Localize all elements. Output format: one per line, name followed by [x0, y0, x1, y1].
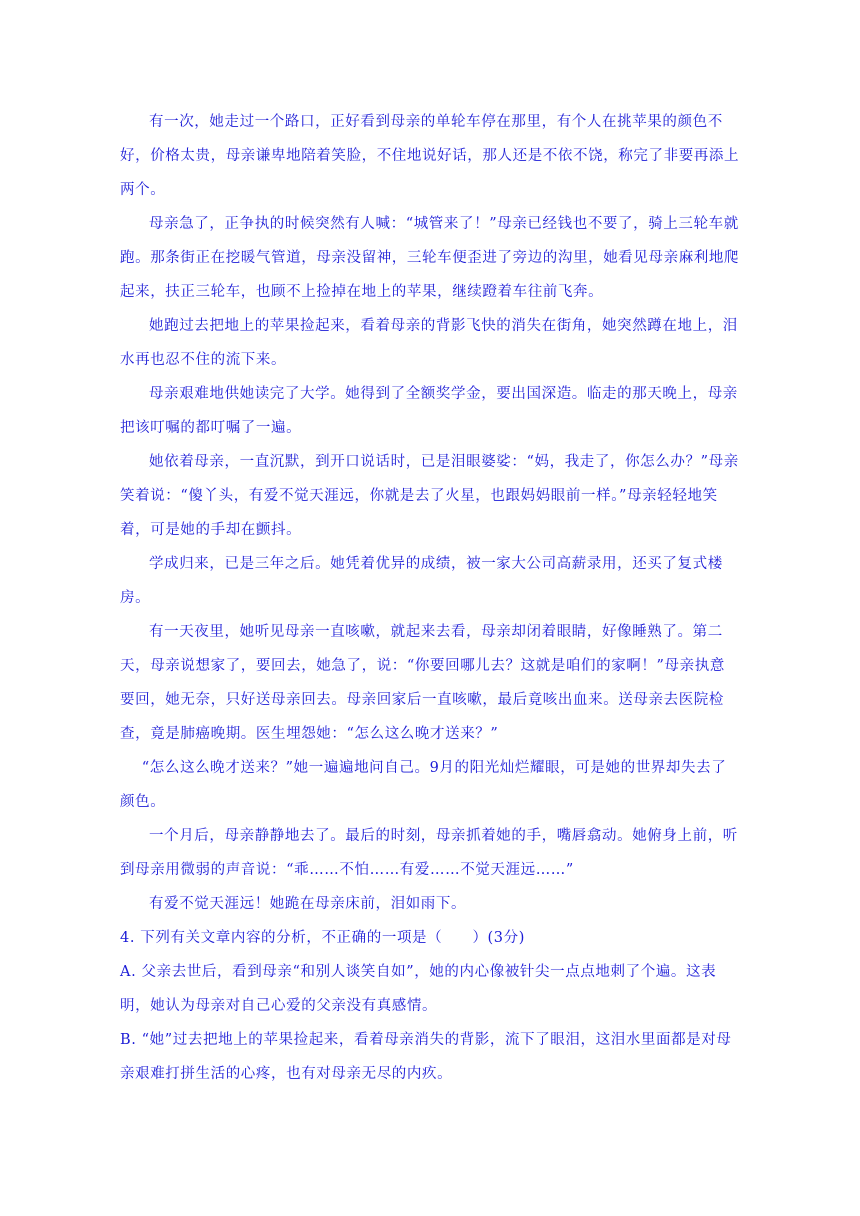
option-a: A. 父亲去世后，看到母亲“和别人谈笑自如”，她的内心像被针尖一点点地刺了个遍。这表明，她认为母亲对自己心爱的父亲没有真感情。	[120, 964, 717, 1014]
paragraph-8: “怎么这么晚才送来？”她一遍遍地问自己。9月的阳光灿烂耀眼，可是她的世界却失去了颜色。	[120, 760, 727, 810]
paragraph-10: 有爱不觉天涯远！她跪在母亲床前，泪如雨下。	[149, 896, 467, 912]
document-body	[120, 105, 740, 1091]
paragraph-3: 她跑过去把地上的苹果捡起来，看着母亲的背影飞快的消失在街角，她突然蹲在地上，泪水再也忍不住的流下来。	[120, 318, 738, 368]
option-b: B. “她”过去把地上的苹果捡起来，看着母亲消失的背影，流下了眼泪，这泪水里面都是对母亲艰难打拼生活的心疼，也有对母亲无尽的内疚。	[120, 1032, 732, 1082]
paragraph-6: 学成归来，已是三年之后。她凭着优异的成绩，被一家大公司高薪录用，还买了复式楼房。	[120, 556, 723, 606]
paragraph-7: 有一天夜里，她听见母亲一直咳嗽，就起来去看，母亲却闭着眼睛，好像睡熟了。第二天，母亲说想家了，要回去，她急了，说：“你要回哪儿去？这就是咱们的家啊！”母亲执意要回，她无奈，只好送母亲回去。母亲回家后一直咳嗽，最后竟咳出血来。送母亲去医院检查，竟是肺癌晚期。医生埋怨她：“怎么这么晚才送来？”	[120, 624, 725, 742]
paragraph-1: 有一次，她走过一个路口，正好看到母亲的单轮车停在那里，有个人在挑苹果的颜色不好，价格太贵，母亲谦卑地陪着笑脸，不住地说好话，那人还是不依不饶，称完了非要再添上两个。	[120, 114, 740, 198]
paragraph-2: 母亲急了，正争执的时候突然有人喊：“城管来了！”母亲已经钱也不要了，骑上三轮车就跑。那条街正在挖暖气管道，母亲没留神，三轮车便歪进了旁边的沟里，她看见母亲麻利地爬起来，扶正三轮车，也顾不上捡掉在地上的苹果，继续蹬着车往前飞奔。	[120, 216, 740, 300]
paragraph-5: 她依着母亲，一直沉默，到开口说话时，已是泪眼婆娑：“妈，我走了，你怎么办？”母亲笑着说：“傻丫头，有爱不觉天涯远，你就是去了火星，也跟妈妈眼前一样。”母亲轻轻地笑着，可是她的手却在颤抖。	[120, 454, 739, 538]
paragraph-9: 一个月后，母亲静静地去了。最后的时刻，母亲抓着她的手，嘴唇翕动。她俯身上前，听到母亲用微弱的声音说：“乖……不怕……有爱……不觉天涯远……”	[120, 828, 738, 878]
paragraph-4: 母亲艰难地供她读完了大学。她得到了全额奖学金，要出国深造。临走的那天晚上，母亲把该叮嘱的都叮嘱了一遍。	[120, 386, 738, 436]
question-stem: 4. 下列有关文章内容的分析，不正确的一项是（ ）(3分)	[120, 930, 525, 946]
